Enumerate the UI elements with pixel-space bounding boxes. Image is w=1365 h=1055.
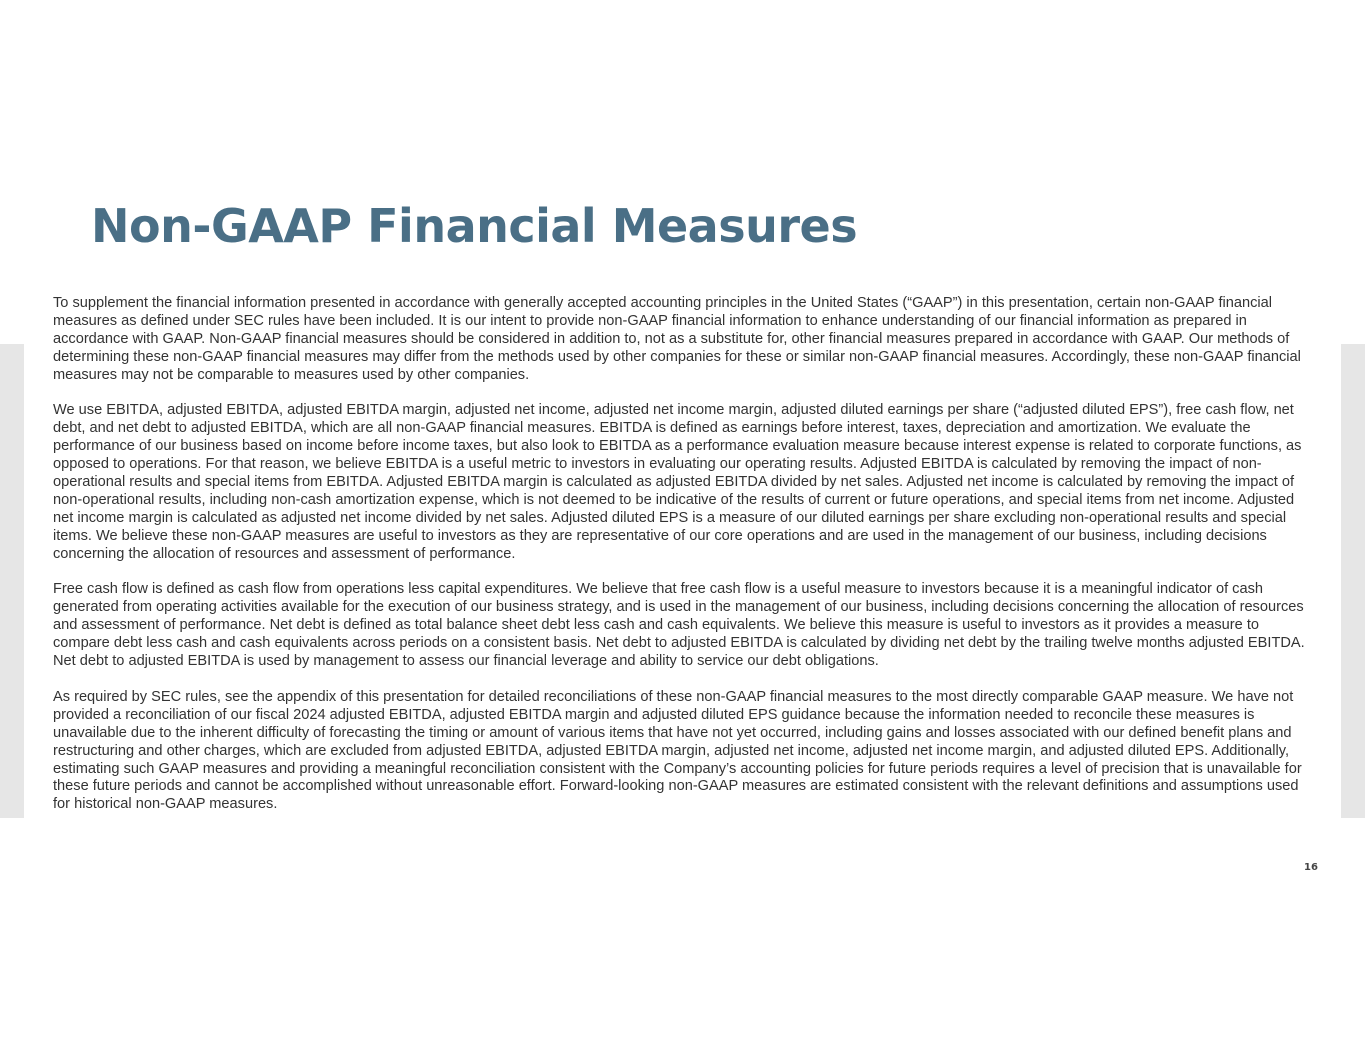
paragraph-free-cash-flow: Free cash flow is defined as cash flow from operations less capital expenditures. We believe that free cash flow is a useful measure to investors because it is a meaningful indicator of cash generated from operating activities available for the execution of our business strategy, and is used in the management of our business, including decisions concerning the allocation of resources and assessment of performance. Net debt is defined as total balance sheet debt less cash and cash equivalents. We believe this measure is useful to investors as it provides a measure to compare debt less cash and cash equivalents across periods on a consistent basis. Net debt to adjusted EBITDA is calculated by dividing net debt by the trailing twelve months adjusted EBITDA. Net debt to adjusted EBITDA is used by management to assess our financial leverage and ability to service our debt obligations. [53,581,1305,670]
paragraph-reconciliation: As required by SEC rules, see the appendix of this presentation for detailed reconciliations of these non-GAAP financial measures to the most directly comparable GAAP measure. We have not provided a reconciliation of our fiscal 2024 adjusted EBITDA, adjusted EBITDA margin and adjusted diluted EPS guidance because the information needed to reconcile these measures is unavailable due to the inherent difficulty of forecasting the timing or amount of various items that have not yet occurred, including gains and losses associated with our defined benefit plans and restructuring and other charges, which are excluded from adjusted EBITDA, adjusted EBITDA margin, adjusted net income, adjusted net income margin, and adjusted diluted EPS. Additionally, estimating such GAAP measures and providing a meaningful reconciliation consistent with the Company’s accounting policies for future periods requires a level of precision that is unavailable for these future periods and cannot be accomplished without unreasonable effort. Forward-looking non-GAAP measures are estimated consistent with the relevant definitions and assumptions used for historical non-GAAP measures. [53,688,1302,813]
body-text [53,295,1315,814]
page-number: 16 [1304,862,1318,873]
slide-title: Non-GAAP Financial Measures [91,199,858,253]
paragraph-intro: To supplement the financial information presented in accordance with generally accepted accounting principles in the United States (“GAAP”) in this presentation, certain non-GAAP financial measures as defined under SEC rules have been included. It is our intent to provide non-GAAP financial information to enhance understanding of our financial information as prepared in accordance with GAAP. Non-GAAP financial measures should be considered in addition to, not as a substitute for, other financial measures prepared in accordance with GAAP. Our methods of determining these non-GAAP financial measures may differ from the methods used by other companies for these or similar non-GAAP financial measures. Accordingly, these non-GAAP financial measures may not be comparable to measures used by other companies. [53,295,1301,383]
left-edge-bar [0,344,24,818]
right-edge-bar [1341,344,1365,818]
paragraph-ebitda: We use EBITDA, adjusted EBITDA, adjusted EBITDA margin, adjusted net income, adjusted net income margin, adjusted diluted earnings per share (“adjusted diluted EPS”), free cash flow, net debt, and net debt to adjusted EBITDA, which are all non-GAAP financial measures. EBITDA is defined as earnings before interest, taxes, depreciation and amortization. We evaluate the performance of our business based on income before income taxes, but also look to EBITDA as a performance evaluation measure because interest expense is related to corporate functions, as opposed to operations. For that reason, we believe EBITDA is a useful metric to investors in evaluating our operating results. Adjusted EBITDA is calculated by removing the impact of non-operational results and special items from EBITDA. Adjusted EBITDA margin is calculated as adjusted EBITDA divided by net sales. Adjusted net income is calculated by removing the impact of non-operational results, including non-cash amortization expense, which is not deemed to be indicative of the results of current or future operations, and special items from net income. Adjusted net income margin is calculated as adjusted net income divided by net sales. Adjusted diluted EPS is a measure of our diluted earnings per share excluding non-operational results and special items. We believe these non-GAAP measures are useful to investors as they are representative of our core operations and are used in the management of our business, including decisions concerning the allocation of resources and assessment of performance. [53,402,1302,562]
